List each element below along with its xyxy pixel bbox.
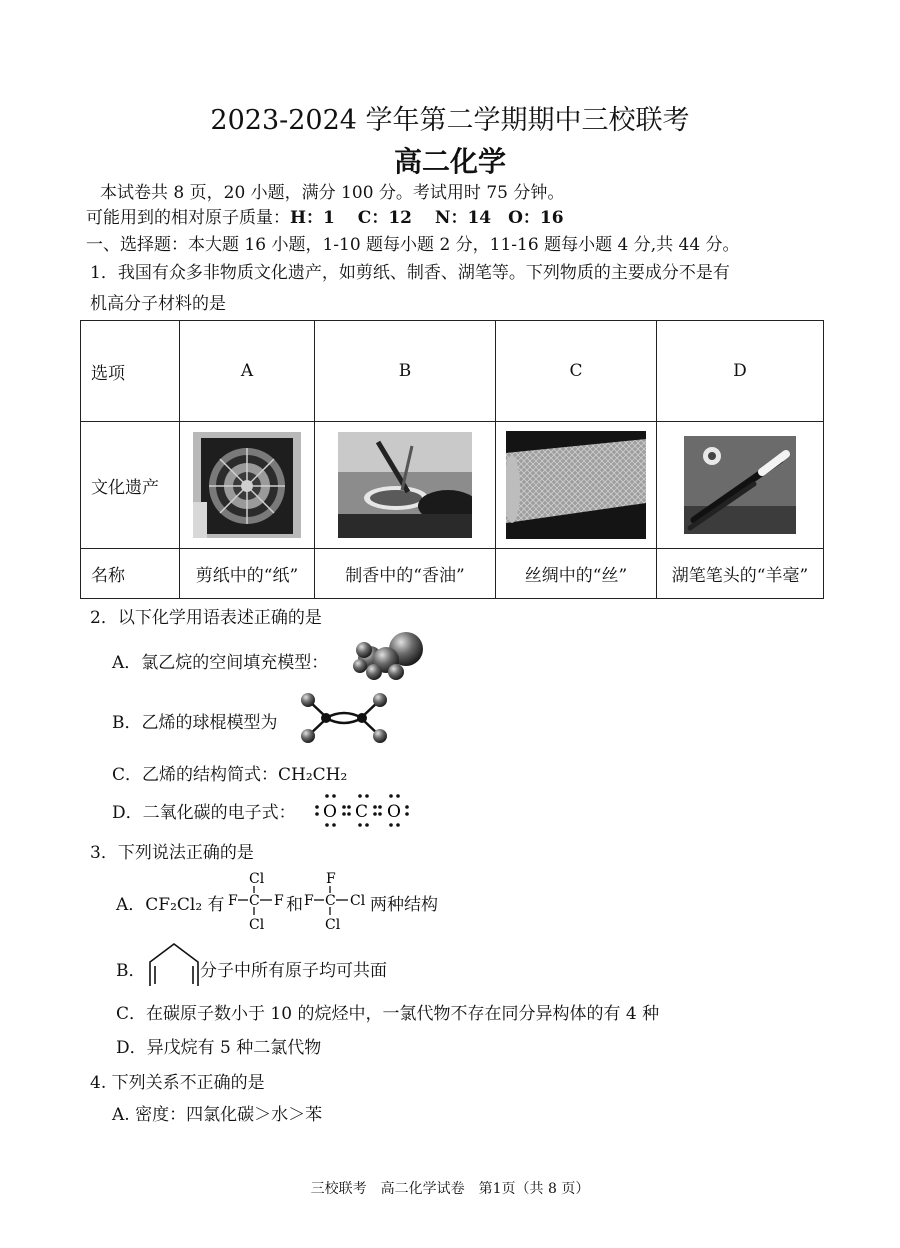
s1-bottom-cl: Cl xyxy=(249,917,265,933)
q3-stem: 3．下列说法正确的是 xyxy=(90,843,254,863)
incense-oil-image xyxy=(338,432,472,538)
q4-stem: 4. 下列关系不正确的是 xyxy=(90,1073,265,1093)
s2-center-c: C xyxy=(325,893,336,909)
cyclopentadiene-structure xyxy=(146,942,202,988)
option-a-image-cell xyxy=(180,422,315,549)
s2-right-cl: Cl xyxy=(350,893,366,909)
q3-option-a-suffix: 两种结构 xyxy=(370,895,438,915)
option-a-name: 剪纸中的“纸” xyxy=(180,549,315,599)
option-d-label: D xyxy=(657,321,824,422)
q2-option-a: A．氯乙烷的空间填充模型： xyxy=(112,653,329,673)
q4-option-a: A. 密度：四氯化碳＞水＞苯 xyxy=(112,1105,323,1125)
option-a-label: A xyxy=(180,321,315,422)
q3-option-a-prefix: A．CF₂Cl₂ 有 xyxy=(116,895,225,915)
brush-image xyxy=(684,436,796,534)
atomic-mass-prefix: 可能用到的相对原子质量： xyxy=(86,208,290,228)
q1-stem-line2: 机高分子材料的是 xyxy=(90,294,226,314)
cf2cl2-structure-2 xyxy=(304,866,374,936)
q2-option-b: B．乙烯的球棍模型为 xyxy=(112,713,278,733)
q3-option-b-text: 分子中所有原子均可共面 xyxy=(200,961,387,981)
q3-option-a-and: 和 xyxy=(286,895,303,915)
ethylene-condensed-formula: CH₂CH₂ xyxy=(278,765,348,785)
s1-center-c: C xyxy=(249,893,260,909)
paper-cut-image xyxy=(193,432,301,538)
q2-stem: 2．以下化学用语表述正确的是 xyxy=(90,608,322,628)
q3-option-d: D．异戊烷有 5 种二氯代物 xyxy=(116,1038,322,1058)
co2-atom-c: C xyxy=(355,802,369,822)
section-heading: 一、选择题：本大题 16 小题，1-10 题每小题 2 分，11-16 题每小题 4 分,共 44 分。 xyxy=(86,235,740,255)
atomic-mass-line xyxy=(86,203,564,228)
option-c-name: 丝绸中的“丝” xyxy=(496,549,657,599)
option-c-label: C xyxy=(496,321,657,422)
exam-subject: 高二化学 xyxy=(393,145,506,178)
exam-info: 本试卷共 8 页，20 小题，满分 100 分。考试用时 75 分钟。 xyxy=(100,183,565,203)
q2-option-c xyxy=(112,760,347,785)
q2-option-d: D．二氧化碳的电子式： xyxy=(112,803,296,823)
atomic-mass-values: H：1 C：12 N：14 O：16 xyxy=(290,208,564,228)
q1-options-table xyxy=(80,320,824,599)
option-b-name: 制香中的“香油” xyxy=(315,549,496,599)
q1-stem-line1: 1．我国有众多非物质文化遗产，如剪纸、制香、湖笔等。下列物质的主要成分不是有 xyxy=(90,263,730,283)
q3-option-b-letter: B． xyxy=(116,961,146,981)
q2-option-c-text: C．乙烯的结构简式： xyxy=(112,765,279,785)
q3-option-c: C．在碳原子数小于 10 的烷烃中，一氯代物不存在同分异构体的有 4 种 xyxy=(116,1004,660,1024)
row-label-option: 选项 xyxy=(81,321,180,422)
s1-left-f: F xyxy=(228,893,238,909)
page-footer: 三校联考 高二化学试卷 第1页（共 8 页） xyxy=(310,1181,590,1197)
co2-atom-o1: O xyxy=(323,802,337,822)
s2-bottom-cl: Cl xyxy=(325,917,341,933)
s1-right-f: F xyxy=(274,893,284,909)
option-b-image-cell xyxy=(315,422,496,549)
row-label-name: 名称 xyxy=(81,549,180,599)
chloroethane-space-filling-model xyxy=(350,632,428,680)
option-b-label: B xyxy=(315,321,496,422)
option-d-name: 湖笔笔头的“羊毫” xyxy=(657,549,824,599)
s2-top-f: F xyxy=(326,871,336,887)
co2-atom-o2: O xyxy=(387,802,401,822)
option-c-image-cell xyxy=(496,422,657,549)
s2-left-f: F xyxy=(304,893,314,909)
silk-image xyxy=(506,431,646,539)
co2-electron-dot-formula xyxy=(312,790,412,830)
option-d-image-cell xyxy=(657,422,824,549)
ethylene-ball-stick-model xyxy=(296,690,392,748)
row-label-heritage: 文化遗产 xyxy=(81,422,180,549)
exam-title: 2023-2024 学年第二学期期中三校联考 xyxy=(210,105,690,136)
s1-top-cl: Cl xyxy=(249,871,265,887)
